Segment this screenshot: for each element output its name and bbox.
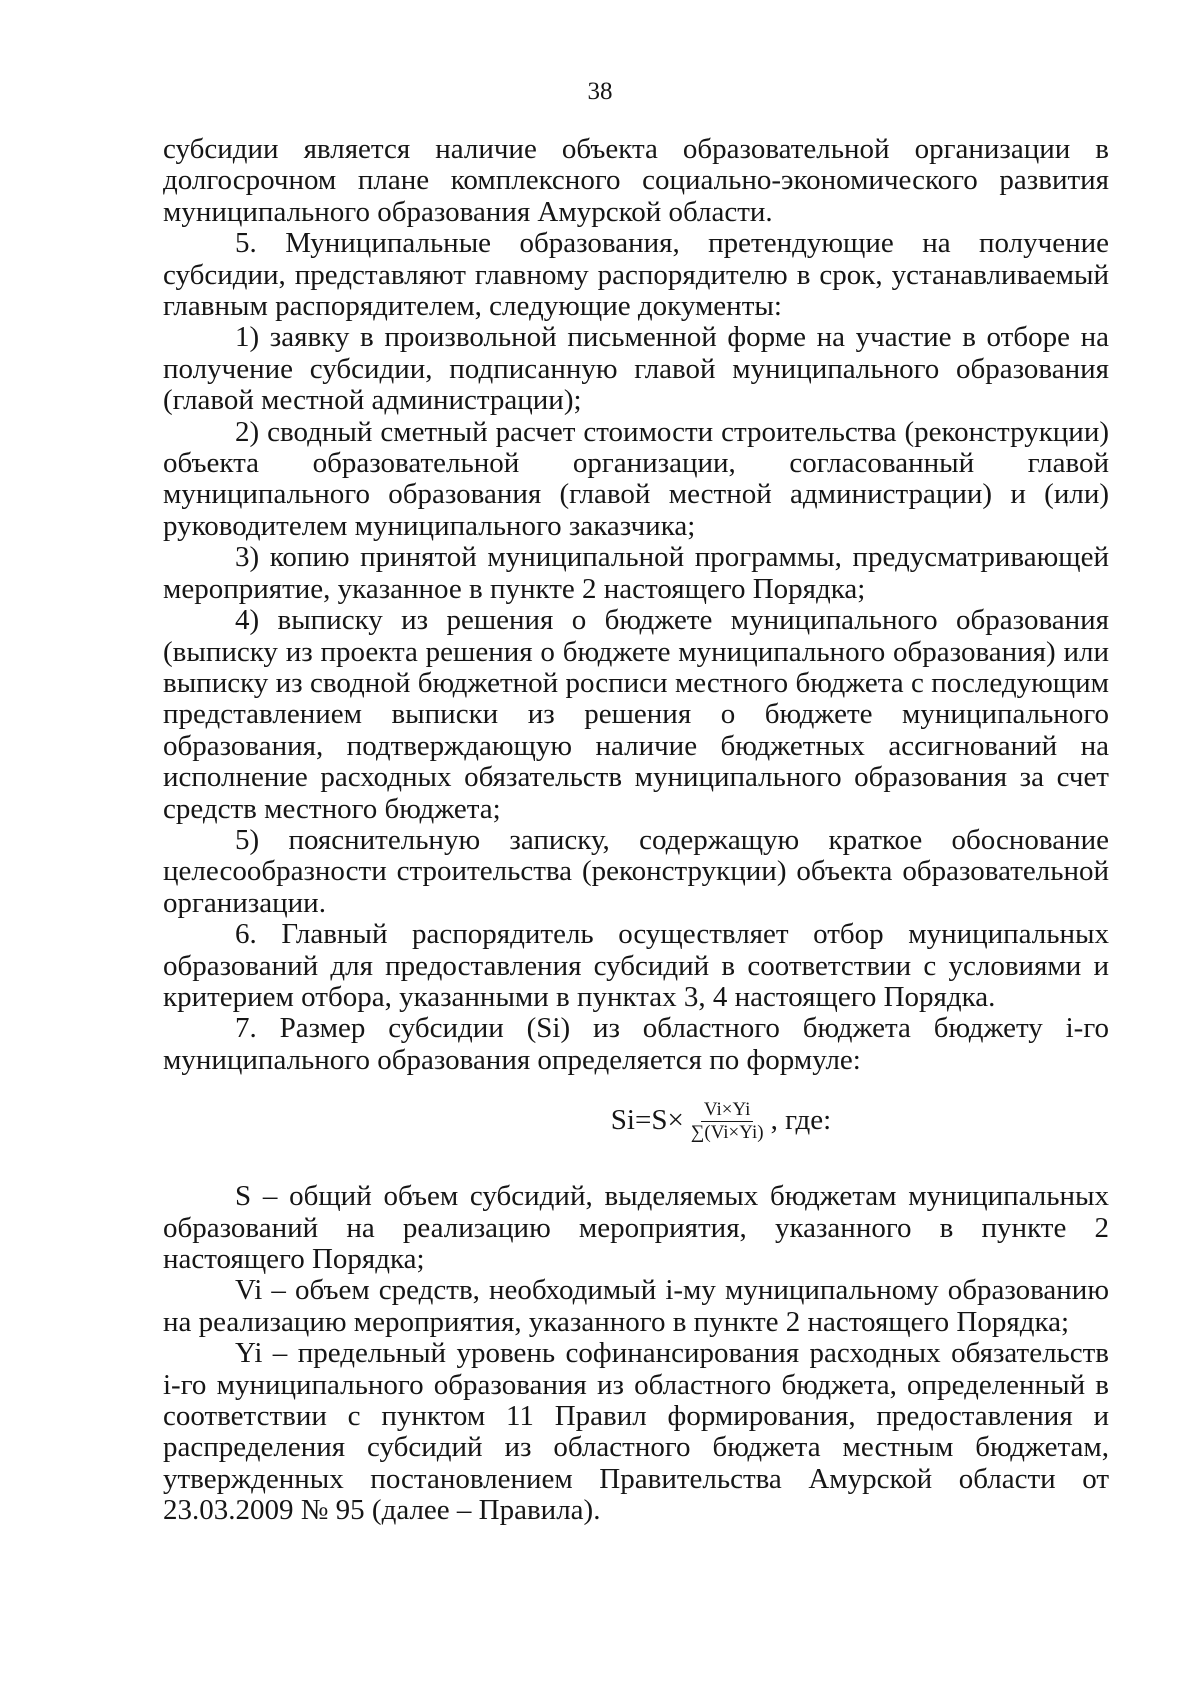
paragraph-item-6: 6. Главный распорядитель осуществляет отбор муниципальных образований для предоставления субсидий в соответствии с условиями и критерием отбора, указанными в пунктах 3, 4 настоящего Порядка. bbox=[163, 918, 1109, 1013]
formula-tail: , где: bbox=[770, 1103, 832, 1136]
formula-numerator: Vi×Yi bbox=[701, 1099, 754, 1122]
subsidy-formula bbox=[163, 1098, 1109, 1143]
paragraph-subitem-4: 4) выписку из решения о бюджете муниципального образования (выписку из проекта решения о бюджете муниципального образования) или выписку из сводной бюджетной росписи местного бюджета с последующим представлением выписки из решения о бюджете муниципального образования, подтверждающую наличие бюджетных ассигнований на исполнение расходных обязательств муниципального образования за счет средств местного бюджета; bbox=[163, 604, 1109, 825]
definition-yi: Yi – предельный уровень софинансирования расходных обязательств i-го муниципального образования из областного бюджета, определенный в соответствии с пунктом 11 Правил формирования, предоставления и распределения субсидий из областного бюджета местным бюджетам, утвержденных постановлением Правительства Амурской области от 23.03.2009 № 95 (далее – Правила). bbox=[163, 1337, 1109, 1527]
paragraph-subitem-2: 2) сводный сметный расчет стоимости строительства (реконструкции) объекта образовательной организации, согласованный главой муниципального образования (главой местной администрации) и (или) руководителем муниципального заказчика; bbox=[163, 415, 1109, 542]
paragraph-item-5: 5. Муниципальные образования, претендующие на получение субсидии, представляют главному распорядителю в срок, устанавливаемый главным распорядителем, следующие документы: bbox=[163, 227, 1109, 323]
paragraph-subitem-5: 5) пояснительную записку, содержащую краткое обоснование целесообразности строительства (реконструкции) объекта образовательной организации. bbox=[163, 823, 1109, 919]
formula-lhs: Si=S× bbox=[610, 1103, 684, 1136]
paragraph-subitem-1: 1) заявку в произвольной письменной форме на участие в отборе на получение субсидии, подписанную главой муниципального образования (главой местной администрации); bbox=[163, 321, 1109, 417]
paragraph-subitem-3: 3) копию принятой муниципальной программы, предусматривающей мероприятие, указанное в пункте 2 настоящего Порядка; bbox=[163, 541, 1109, 605]
paragraph-continuation: субсидии является наличие объекта образовательной организации в долгосрочном плане комплексного социально-экономического развития муниципального образования Амурской области. bbox=[163, 133, 1109, 228]
paragraph-item-7: 7. Размер субсидии (Si) из областного бюджета бюджету i-го муниципального образования определяется по формуле: bbox=[163, 1012, 1109, 1076]
document-body bbox=[163, 134, 1109, 1527]
definition-s: S – общий объем субсидий, выделяемых бюджетам муниципальных образований на реализацию мероприятия, указанного в пункте 2 настоящего Порядка; bbox=[163, 1180, 1109, 1275]
page-number: 38 bbox=[587, 78, 613, 105]
formula-denominator: ∑(Vi×Yi) bbox=[690, 1122, 764, 1144]
definition-vi: Vi – объем средств, необходимый i-му муниципальному образованию на реализацию мероприятия, указанного в пункте 2 настоящего Порядка; bbox=[163, 1274, 1109, 1338]
formula-fraction bbox=[688, 1099, 767, 1144]
